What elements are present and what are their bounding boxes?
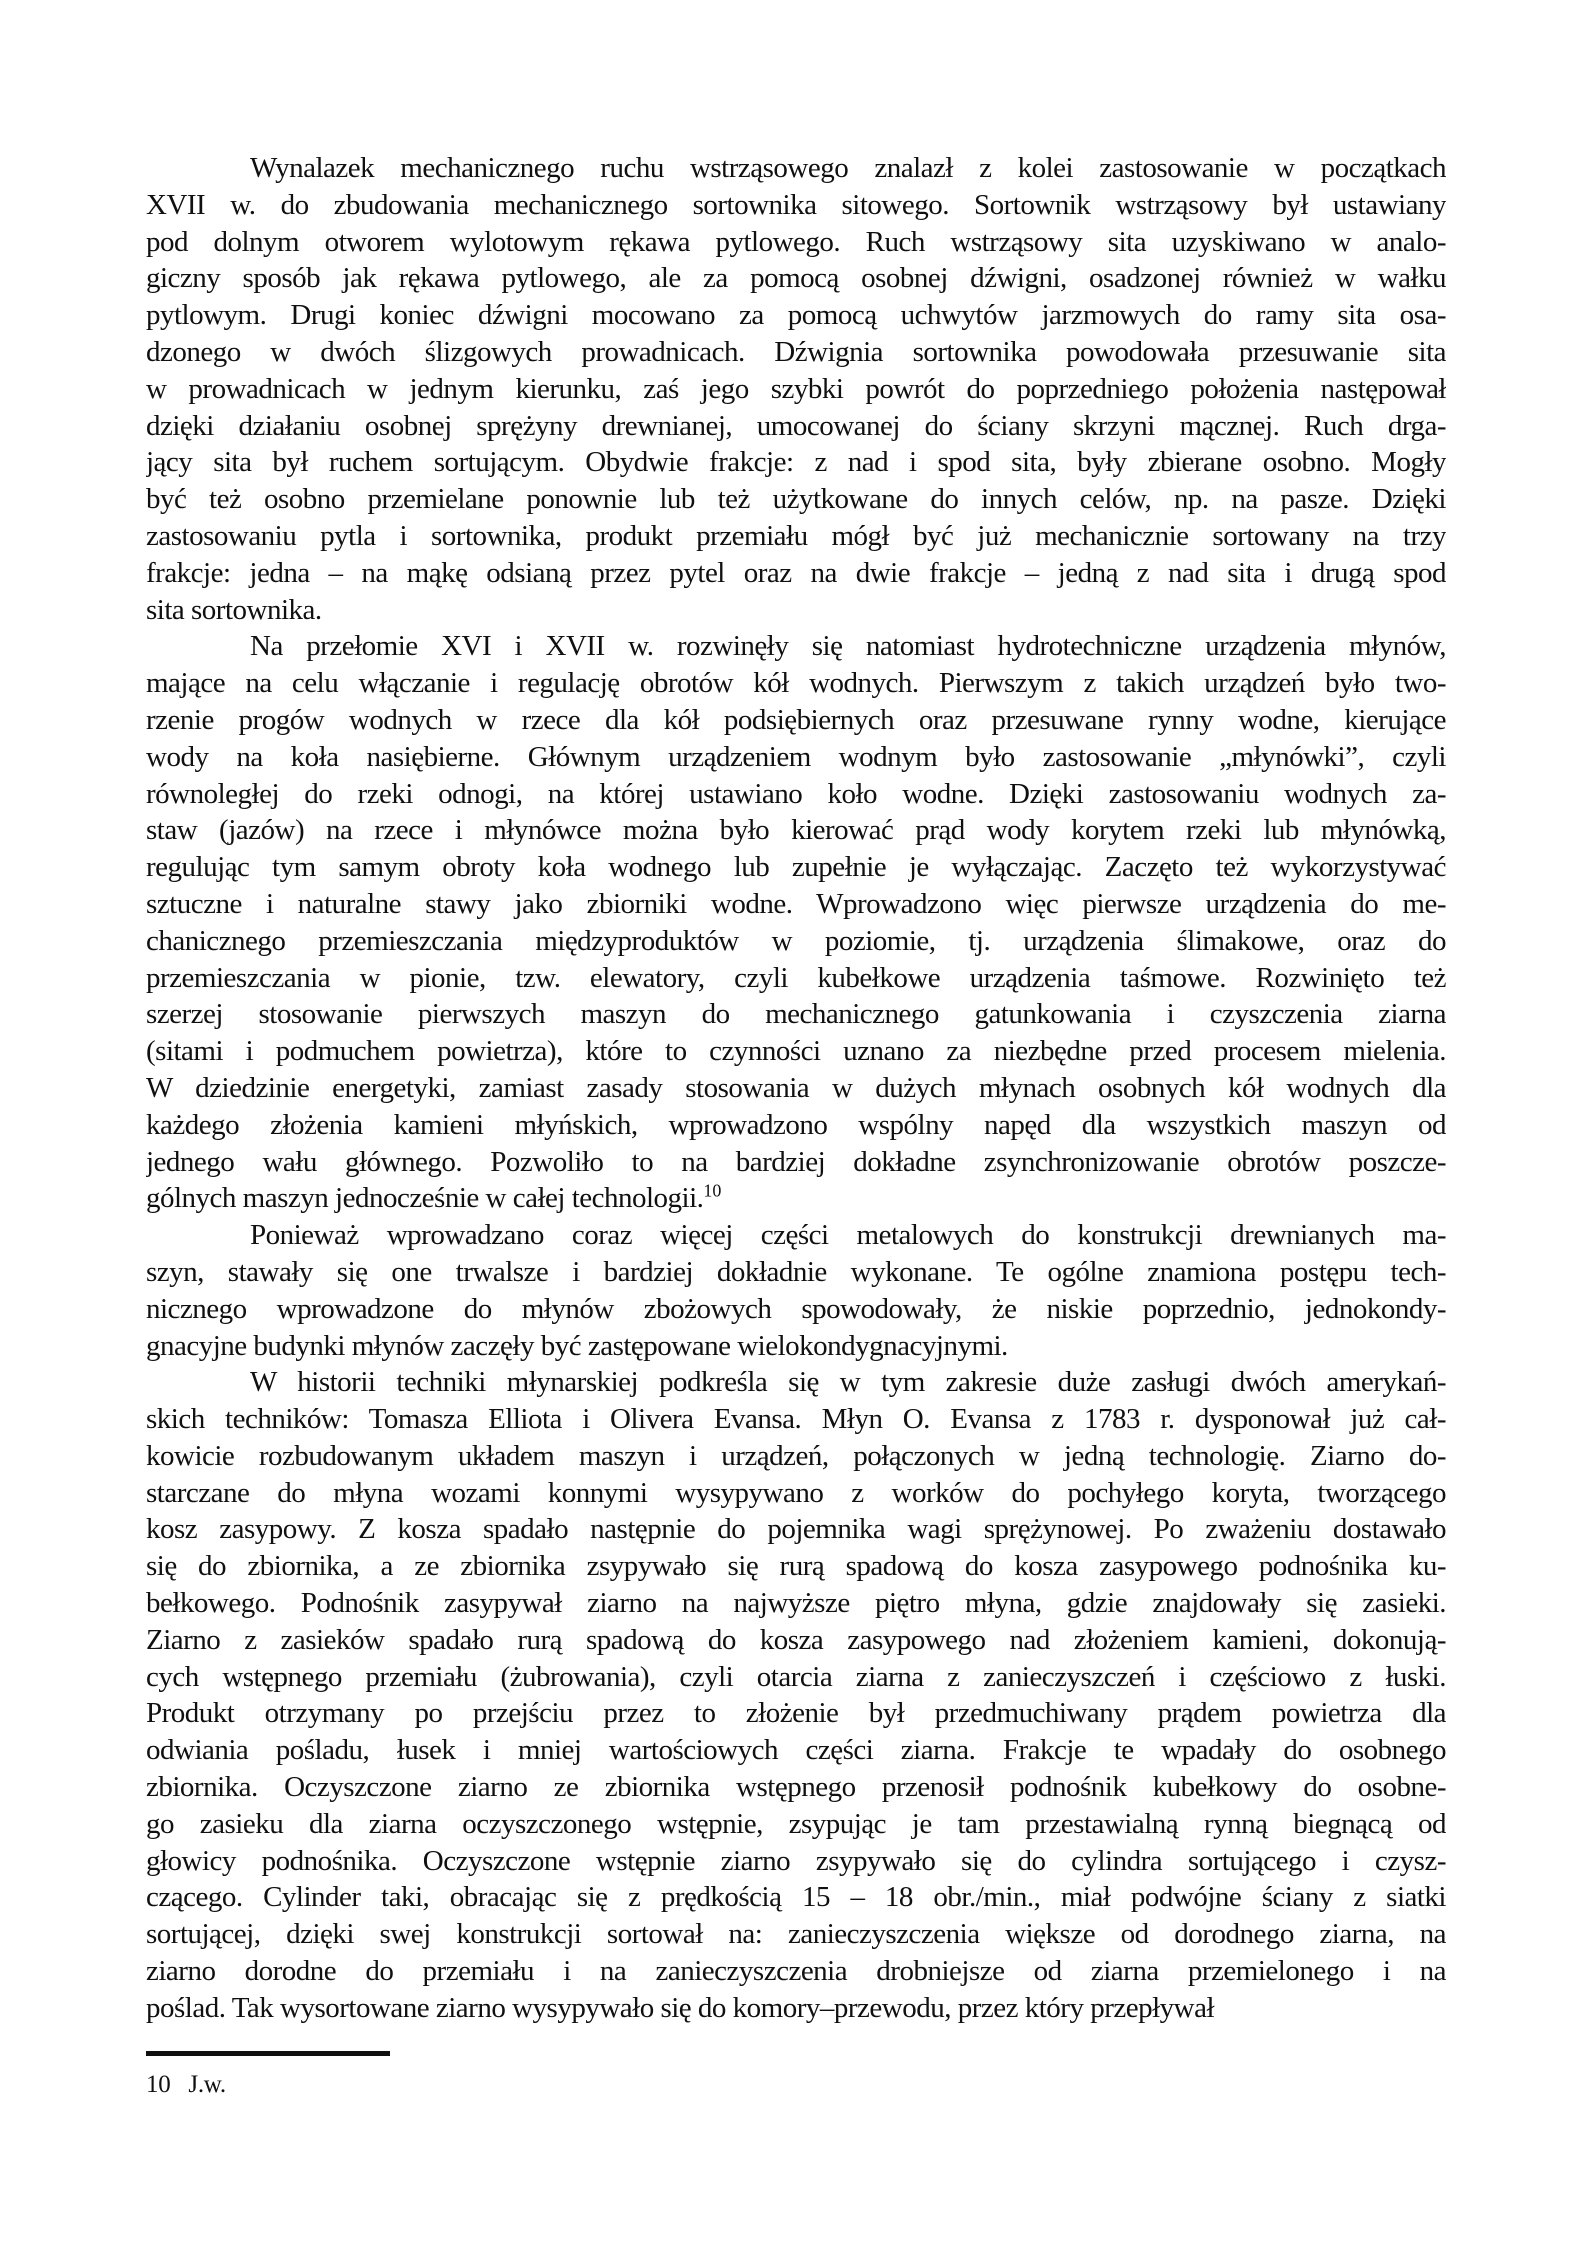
text-line-content: giczny sposób jak rękawa pytlowego, ale za pomocą osobnej dźwigni, osadzonej również w wałku [146,262,1446,295]
text-line [146,1879,1446,1916]
text-line-content: być też osobno przemielane ponownie lub też użytkowane do innych celów, np. na pasze. Dzięki [146,483,1446,516]
text-line [146,1732,1446,1769]
text-line-content: bełkowego. Podnośnik zasypywał ziarno na najwyższe piętro młyna, gdzie znajdowały się zasieki. [146,1587,1446,1620]
text-line [146,224,1446,261]
text-line [146,1180,1446,1217]
text-line-content: cych wstępnego przemiału (żubrowania), czyli otarcia ziarna z zanieczyszczeń i częściowo z łuski. [146,1660,1446,1693]
text-line [146,518,1446,555]
text-line-content: jący sita był ruchem sortującym. Obydwie frakcje: z nad i spod sita, były zbierane osobno. Mogły [146,446,1446,479]
footnote-number: 10 [146,2070,171,2098]
text-line-content: wody na koła nasiębierne. Głównym urządzeniem wodnym było zastosowanie „młynówki”, czyli [146,740,1446,773]
footnote-text: J.w. [188,2070,226,2098]
text-line-content: nicznego wprowadzone do młynów zbożowych spowodowały, że niskie poprzednio, jednokondy- [146,1292,1446,1325]
text-line-content: się do zbiornika, a ze zbiornika zsypywało się rurą spadową do kosza zasypowego podnośnika ku- [146,1550,1446,1583]
text-line [146,1511,1446,1548]
text-line-content: szyn, stawały się one trwalsze i bardziej dokładnie wykonane. Te ogólne znamiona postępu tech- [146,1255,1446,1288]
text-line [146,812,1446,849]
text-line [146,1438,1446,1475]
text-line [146,555,1446,592]
text-line [146,1475,1446,1512]
text-line-content: starczane do młyna wozami konnymi wysypywano z worków do pochyłego koryta, tworzącego [146,1476,1446,1509]
text-line-content: sortującej, dzięki swej konstrukcji sortował na: zanieczyszczenia większe od dorodnego ziarna, na [146,1918,1446,1951]
text-line [146,481,1446,518]
text-line [146,334,1446,371]
text-line-content: W historii techniki młynarskiej podkreśla się w tym zakresie duże zasługi dwóch amerykań- [250,1366,1446,1399]
text-line [146,187,1446,224]
text-line [146,1070,1446,1107]
text-line-content: odwiania pośladu, łusek i mniej wartościowych części ziarna. Frakcje te wpadały do osobnego [146,1734,1446,1767]
text-line-content: sita sortownika. [146,593,322,626]
text-line-content: Na przełomie XVI i XVII w. rozwinęły się natomiast hydrotechniczne urządzenia młynów, [250,630,1446,663]
text-line [146,150,1446,187]
text-line [146,776,1446,813]
text-line [146,408,1446,445]
footnote [146,2067,1446,2104]
text-line [146,297,1446,334]
text-line-content: równoległej do rzeki odnogi, na której ustawiano koło wodne. Dzięki zastosowaniu wodnych za- [146,777,1446,810]
text-line [146,1364,1446,1401]
text-line-content: jednego wału głównego. Pozwoliło to na bardziej dokładne zsynchronizowanie obrotów poszcze- [146,1145,1446,1178]
text-line-content: Ponieważ wprowadzano coraz więcej części metalowych do konstrukcji drewnianych ma- [250,1219,1446,1252]
text-line-content: czącego. Cylinder taki, obracając się z prędkością 15 – 18 obr./min., miał podwójne ściany z siatki [146,1881,1446,1914]
footnote-separator [146,2051,390,2056]
text-line [146,1990,1446,2027]
text-line-content: (sitami i podmuchem powietrza), które to czynności uznano za niezbędne przed procesem mielenia. [146,1035,1446,1068]
text-line [146,1291,1446,1328]
text-line [146,1769,1446,1806]
text-line-content: staw (jazów) na rzece i młynówce można było kierować prąd wody korytem rzeki lub młynówką, [146,814,1446,847]
text-line [146,260,1446,297]
text-line-content: mające na celu włączanie i regulację obrotów kół wodnych. Pierwszym z takich urządzeń było two- [146,667,1446,700]
text-line-content: kowicie rozbudowanym układem maszyn i urządzeń, połączonych w jedną technologię. Ziarno do- [146,1439,1446,1472]
text-line-content: szerzej stosowanie pierwszych maszyn do mechanicznego gatunkowania i czyszczenia ziarna [146,998,1446,1031]
text-line-content: gnacyjne budynki młynów zaczęły być zastępowane wielokondygnacyjnymi. [146,1329,1008,1362]
text-line-content: przemieszczania w pionie, tzw. elewatory, czyli kubełkowe urządzenia taśmowe. Rozwinięto też [146,961,1446,994]
text-line [146,886,1446,923]
text-line-content: pytlowym. Drugi koniec dźwigni mocowano za pomocą uchwytów jarzmowych do ramy sita osa- [146,299,1446,332]
text-line [146,628,1446,665]
text-line [146,739,1446,776]
text-line [146,849,1446,886]
text-line-content: W dziedzinie energetyki, zamiast zasady stosowania w dużych młynach osobnych kół wodnych dla [146,1071,1446,1104]
text-line-content: gólnych maszyn jednocześnie w całej technologii. [146,1182,704,1215]
text-line [146,1916,1446,1953]
text-line [146,371,1446,408]
text-line [146,1806,1446,1843]
text-line [146,1217,1446,1254]
text-line-content: frakcje: jedna – na mąkę odsianą przez pytel oraz na dwie frakcje – jedną z nad sita i drugą spod [146,556,1446,589]
text-line-content: XVII w. do zbudowania mechanicznego sortownika sitowego. Sortownik wstrząsowy był ustawiany [146,188,1446,221]
text-line [146,1254,1446,1291]
text-line-content: głowicy podnośnika. Oczyszczone wstępnie ziarno zsypywało się do cylindra sortującego i czysz- [146,1844,1446,1877]
text-line-content: zbiornika. Oczyszczone ziarno ze zbiornika wstępnego przenosił podnośnik kubełkowy do osobne- [146,1771,1446,1804]
text-line [146,1659,1446,1696]
text-line-content: zastosowaniu pytla i sortownika, produkt przemiału mógł być już mechanicznie sortowany na trzy [146,519,1446,552]
text-line [146,702,1446,739]
text-block [146,150,1446,2103]
text-line [146,1107,1446,1144]
text-line-content: dzięki działaniu osobnej sprężyny drewnianej, umocowanej do ściany skrzyni mącznej. Ruch drga- [146,409,1446,442]
text-line [146,665,1446,702]
text-line [146,1585,1446,1622]
text-line-content: chanicznego przemieszczania międzyproduktów w poziomie, tj. urządzenia ślimakowe, oraz do [146,924,1446,957]
text-line-content: dzonego w dwóch ślizgowych prowadnicach. Dźwignia sortownika powodowała przesuwanie sita [146,335,1446,368]
text-line-content: regulując tym samym obroty koła wodnego lub zupełnie je wyłączając. Zaczęto też wykorzystywać [146,851,1446,884]
text-line [146,1622,1446,1659]
text-line-content: kosz zasypowy. Z kosza spadało następnie do pojemnika wagi sprężynowej. Po zważeniu dostawało [146,1513,1446,1546]
text-line [146,592,1446,629]
text-line [146,960,1446,997]
text-line-content: Wynalazek mechanicznego ruchu wstrząsowego znalazł z kolei zastosowanie w początkach [250,152,1446,184]
text-line [146,1401,1446,1438]
text-line [146,1953,1446,1990]
text-line-content: Ziarno z zasieków spadało rurą spadową do kosza zasypowego nad złożeniem kamieni, dokonują- [146,1623,1446,1656]
text-line-content: rzenie progów wodnych w rzece dla kół podsiębiernych oraz przesuwane rynny wodne, kierujące [146,703,1446,736]
text-line [146,1843,1446,1880]
text-line [146,1033,1446,1070]
text-line [146,1548,1446,1585]
footnote-reference: 10 [703,1180,722,1201]
text-line [146,1144,1446,1181]
text-line-content: poślad. Tak wysortowane ziarno wysypywało się do komory–przewodu, przez który przepływał [146,1991,1215,2024]
text-line-content: każdego złożenia kamieni młyńskich, wprowadzono wspólny napęd dla wszystkich maszyn od [146,1108,1446,1141]
text-line [146,923,1446,960]
text-line-content: sztuczne i naturalne stawy jako zbiorniki wodne. Wprowadzono więc pierwsze urządzenia do me- [146,887,1446,920]
text-line [146,1695,1446,1732]
text-line [146,444,1446,481]
text-line-content: ziarno dorodne do przemiału i na zanieczyszczenia drobniejsze od ziarna przemielonego i na [146,1955,1446,1988]
text-line [146,1328,1446,1365]
text-line-content: Produkt otrzymany po przejściu przez to złożenie był przedmuchiwany prądem powietrza dla [146,1697,1446,1730]
text-line-content: skich techników: Tomasza Elliota i Olivera Evansa. Młyn O. Evansa z 1783 r. dysponował już cał- [146,1403,1446,1436]
text-line-content: go zasieku dla ziarna oczyszczonego wstępnie, zsypując je tam przestawialną rynną biegnącą od [146,1807,1446,1840]
text-line-content: pod dolnym otworem wylotowym rękawa pytlowego. Ruch wstrząsowy sita uzyskiwano w analo- [146,225,1446,258]
text-line-content: w prowadnicach w jednym kierunku, zaś jego szybki powrót do poprzedniego położenia następował [146,372,1446,405]
text-line [146,996,1446,1033]
